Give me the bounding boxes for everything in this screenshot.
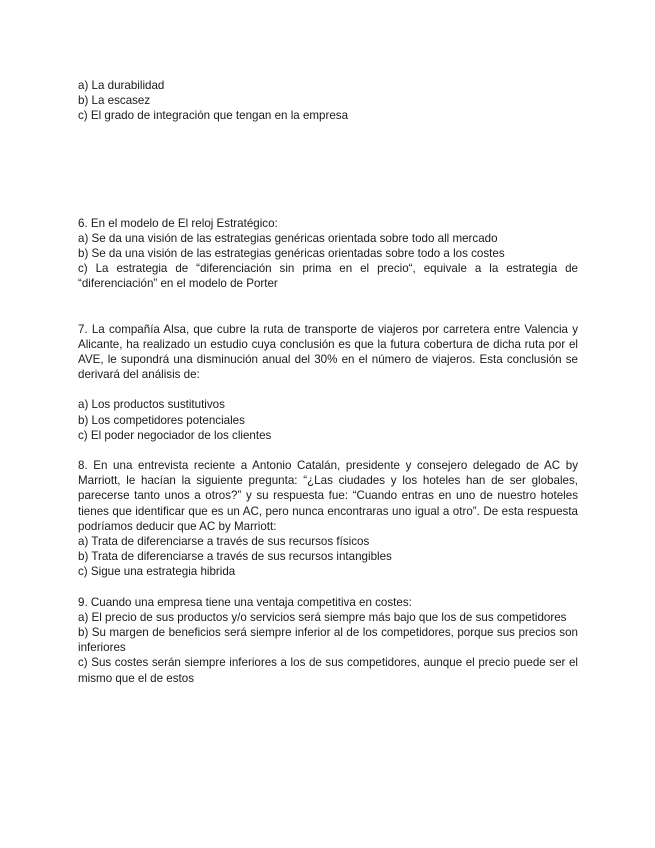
question-8: [78, 458, 578, 580]
option-a: a) Los productos sustitutivos: [78, 398, 225, 412]
question-stem: 9. Cuando una empresa tiene una ventaja competitiva en costes:: [78, 595, 412, 609]
question-9: [78, 595, 578, 686]
option-b: b) Se da una visión de las estrategias genéricas orientadas sobre todo a los costes: [78, 247, 505, 261]
question-stem: 8. En una entrevista reciente a Antonio Catalán, presidente y consejero delegado de AC by Marriott, le hacían la siguiente pregunta: “¿Las ciudades y los hoteles han de ser globales, parecerse tanto unos a otros?” y su respuesta fue: “Cuando entras en uno de nuestro hoteles tienes que identificar que es un AC, pero nunca encontraras uno igual a otro”. De esta respuesta podríamos deducir que AC by Marriott:: [78, 459, 578, 533]
option-c: c) Sigue una estrategia hibrida: [78, 565, 236, 579]
question-6: [78, 216, 578, 292]
question-stem: 7. La compañía Alsa, que cubre la ruta de transporte de viajeros por carretera entre Valencia y Alicante, ha realizado un estudio cuya conclusión es que la futura cobertura de dicha ruta por el AVE, le supondrá una disminución anual del 30% en el número de viajeros. Esta conclusión se derivará del análisis de:: [78, 322, 578, 382]
option-a: a) La durabilidad: [78, 79, 165, 92]
option-b: b) La escasez: [78, 94, 151, 108]
document-page: [78, 78, 578, 686]
question-block-top: [78, 78, 578, 124]
question-stem: 6. En el modelo de El reloj Estratégico:: [78, 216, 278, 230]
option-b: b) Los competidores potenciales: [78, 413, 245, 427]
option-a: a) El precio de sus productos y/o servicios será siempre más bajo que los de sus competidores: [78, 610, 567, 624]
option-a: a) Trata de diferenciarse a través de sus recursos físicos: [78, 535, 370, 549]
option-a: a) Se da una visión de las estrategias genéricas orientada sobre todo all mercado: [78, 231, 498, 245]
question-7: [78, 322, 578, 443]
option-c: c) La estrategia de “diferenciación sin prima en el precio“, equivale a la estrategia de “diferenciación” en el modelo de Porter: [78, 262, 578, 291]
option-c: c) El poder negociador de los clientes: [78, 428, 272, 442]
option-b: b) Trata de diferenciarse a través de sus recursos intangibles: [78, 550, 392, 564]
option-b: b) Su margen de beneficios será siempre inferior al de los competidores, porque sus precios son inferiores: [78, 626, 578, 655]
option-c: c) El grado de integración que tengan en la empresa: [78, 109, 349, 123]
option-c: c) Sus costes serán siempre inferiores a los de sus competidores, aunque el precio puede ser el mismo que el de estos: [78, 656, 578, 685]
